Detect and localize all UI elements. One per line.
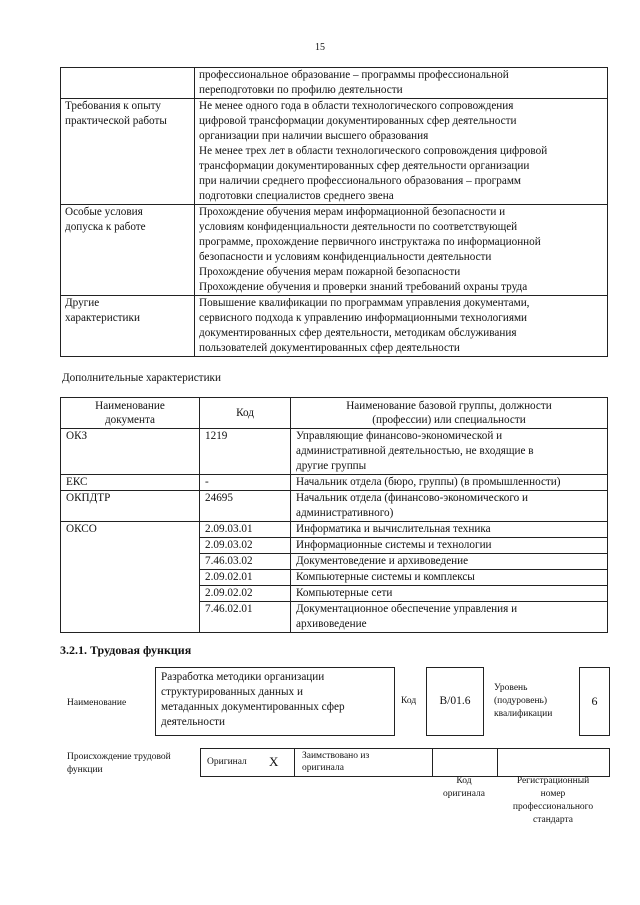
requirements-table xyxy=(60,67,608,357)
label-line: квалификации xyxy=(494,709,553,719)
label-line: характеристики xyxy=(65,312,140,324)
level-label xyxy=(494,682,552,721)
code-cell: - xyxy=(200,475,291,491)
label-line: оригинала xyxy=(443,789,485,799)
code-cell: 2.09.03.01 xyxy=(200,522,291,538)
text-line: Прохождение обучения и проверки знаний требований охраны труда xyxy=(199,281,528,293)
divider xyxy=(294,749,295,776)
label-line: Код xyxy=(456,776,472,786)
doc-cell: ОКПДТР xyxy=(61,491,200,522)
row-label xyxy=(61,99,195,205)
name-cell: Компьютерные системы и комплексы xyxy=(291,570,608,586)
row-label xyxy=(61,68,195,99)
table-row xyxy=(61,68,608,99)
row-value xyxy=(195,205,608,296)
origin-row xyxy=(200,748,610,777)
text-line: безопасности и условиям конфиденциальности деятельности xyxy=(199,251,492,263)
name-cell xyxy=(291,602,608,633)
row-label xyxy=(61,296,195,357)
name-cell xyxy=(291,429,608,475)
text-line: Начальник отдела (финансово-экономического и xyxy=(296,492,529,504)
row-value xyxy=(195,296,608,357)
text-line: административной деятельностью, не входящие в xyxy=(296,445,534,457)
doc-cell: ОКЗ xyxy=(61,429,200,475)
text-line: Прохождение обучения мерам пожарной безопасности xyxy=(199,266,461,278)
text-line: программе, прохождение первичного инструктажа по информационной xyxy=(199,236,541,248)
label-line: профессионального xyxy=(512,802,594,812)
label-line: номер xyxy=(540,789,566,799)
text-line: подготовки специалистов среднего звена xyxy=(199,190,394,202)
text-line: Повышение квалификации по программам управления документами, xyxy=(199,297,530,309)
text-line: Не менее одного года в области технологического сопровождения xyxy=(199,100,514,112)
text-line: условиям конфиденциальности деятельности по соответствующей xyxy=(199,221,518,233)
function-name-box xyxy=(155,667,395,736)
table-row xyxy=(61,205,608,296)
code-cell: 2.09.02.02 xyxy=(200,586,291,602)
label-line: Заимствовано из xyxy=(302,751,370,761)
text-line: переподготовки по профилю деятельности xyxy=(199,84,403,96)
text-line: организации при наличии высшего образования xyxy=(199,130,429,142)
label-line: Регистрационный xyxy=(516,776,590,786)
row-label xyxy=(61,205,195,296)
text-line: метаданных документированных сфер xyxy=(161,701,345,713)
code-cell: 24695 xyxy=(200,491,291,522)
table-row xyxy=(61,491,608,522)
text-line: сервисного подхода к управлению информационными технологиями xyxy=(199,312,528,324)
table-header-row xyxy=(61,398,608,429)
table-row xyxy=(61,429,608,475)
text-line: трансформации документированных сфер деятельности организации xyxy=(199,160,530,172)
original-label: Оригинал xyxy=(207,757,247,767)
label-line: Требования к опыту xyxy=(65,100,161,112)
text-line: административного) xyxy=(296,507,394,519)
level-value: 6 xyxy=(579,667,610,736)
text-line: деятельности xyxy=(161,716,226,728)
header-name xyxy=(291,398,608,429)
divider xyxy=(497,749,498,776)
label-line: практической работы xyxy=(65,115,167,127)
code-label: Код xyxy=(401,696,417,706)
text-line: Прохождение обучения мерам информационной безопасности и xyxy=(199,206,506,218)
text-line: другие группы xyxy=(296,460,367,472)
label-line: стандарта xyxy=(533,815,573,825)
table-row xyxy=(61,522,608,538)
header-line: документа xyxy=(104,414,156,426)
row-value xyxy=(195,99,608,205)
name-cell xyxy=(291,491,608,522)
name-cell: Начальник отдела (бюро, группы) (в промышленности) xyxy=(291,475,608,491)
text-line: документированных сфер деятельности, методикам обслуживания xyxy=(199,327,517,339)
registration-label xyxy=(498,775,608,827)
name-label: Наименование xyxy=(67,698,127,708)
code-cell: 7.46.03.02 xyxy=(200,554,291,570)
additional-title: Дополнительные характеристики xyxy=(62,372,221,384)
label-line: оригинала xyxy=(302,763,344,773)
table-row xyxy=(61,99,608,205)
table-row xyxy=(61,296,608,357)
origin-label xyxy=(67,751,171,777)
name-cell: Информационные системы и технологии xyxy=(291,538,608,554)
label-line: Другие xyxy=(65,297,100,309)
page-number: 15 xyxy=(315,42,325,53)
text-line: архивоведение xyxy=(296,618,367,630)
label-line: (подуровень) xyxy=(494,696,548,706)
code-cell: 7.46.02.01 xyxy=(200,602,291,633)
code-value: В/01.6 xyxy=(426,667,484,736)
table-row xyxy=(61,475,608,491)
row-value xyxy=(195,68,608,99)
code-cell: 2.09.03.02 xyxy=(200,538,291,554)
text-line: пользователей документированных сфер деятельности xyxy=(199,342,460,354)
text-line: Документационное обеспечение управления и xyxy=(296,603,518,615)
label-line: Происхождение трудовой xyxy=(67,752,171,762)
header-code: Код xyxy=(200,398,291,429)
name-cell: Документоведение и архивоведение xyxy=(291,554,608,570)
header-doc xyxy=(61,398,200,429)
section-title: 3.2.1. Трудовая функция xyxy=(60,643,192,657)
text-line: цифровой трансформации документированных сфер деятельности xyxy=(199,115,517,127)
text-line: Разработка методики организации xyxy=(161,671,325,683)
divider xyxy=(432,749,433,776)
name-cell: Информатика и вычислительная техника xyxy=(291,522,608,538)
name-cell: Компьютерные сети xyxy=(291,586,608,602)
original-mark: Х xyxy=(269,754,279,769)
text-line: Управляющие финансово-экономической и xyxy=(296,430,503,442)
code-cell: 1219 xyxy=(200,429,291,475)
text-line: Не менее трех лет в области технологического сопровождения цифровой xyxy=(199,145,548,157)
text-line: при наличии среднего профессионального образования – программ xyxy=(199,175,521,187)
additional-table xyxy=(60,397,608,633)
label-line: Особые условия xyxy=(65,206,143,218)
borrowed-label xyxy=(302,750,369,774)
header-line: (профессии) или специальности xyxy=(372,414,526,426)
text-line: профессиональное образование – программы профессиональной xyxy=(199,69,509,81)
label-line: функции xyxy=(67,765,103,775)
code-cell: 2.09.02.01 xyxy=(200,570,291,586)
label-line: Уровень xyxy=(494,683,528,693)
text-line: структурированных данных и xyxy=(161,686,303,698)
label-line: допуска к работе xyxy=(65,221,146,233)
code-original-label xyxy=(432,775,496,801)
doc-cell: ЕКС xyxy=(61,475,200,491)
header-line: Наименование xyxy=(95,400,165,412)
header-line: Наименование базовой группы, должности xyxy=(346,400,552,412)
doc-cell: ОКСО xyxy=(61,522,200,633)
